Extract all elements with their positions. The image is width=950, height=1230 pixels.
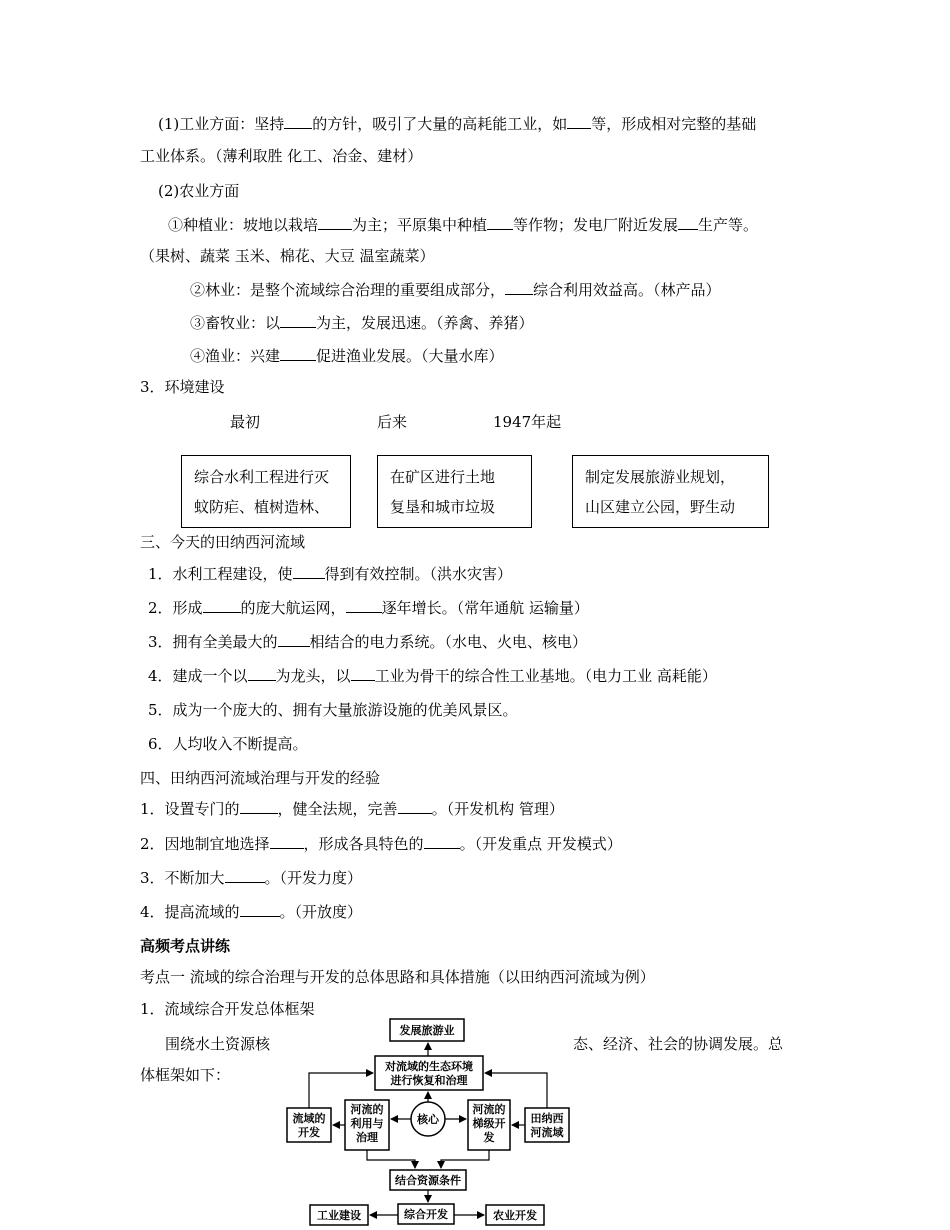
text: 促进渔业发展。（大量水库） — [316, 347, 504, 365]
stage-label-1947: 1947年起 — [493, 413, 562, 431]
framework-paragraph-start: 围绕水土资源核 — [165, 1035, 271, 1053]
text: 4．提高流域的 — [140, 903, 240, 921]
text: ④渔业：兴建 — [190, 347, 281, 365]
label-river-use-3: 治理 — [356, 1131, 378, 1144]
text: 1．设置专门的 — [140, 800, 240, 818]
label-cascade-3: 发 — [483, 1131, 495, 1144]
text: ，健全法规，完善 — [277, 800, 398, 818]
text: ②林业：是整个流域综合治理的重要组成部分， — [190, 281, 506, 299]
environment-heading: 3．环境建设 — [140, 378, 225, 396]
text: 的庞大航运网， — [240, 599, 346, 617]
text: 逐年增长。（常年通航 运输量） — [381, 599, 589, 617]
box-text: 山区建立公园，野生动 — [585, 498, 736, 516]
text: 相结合的电力系统。（水电、火电、核电） — [309, 633, 588, 651]
label-eco-2: 进行恢复和治理 — [390, 1074, 468, 1087]
text: (1)工业方面：坚持 — [158, 115, 285, 133]
experience-heading: 四、田纳西河流域治理与开发的经验 — [140, 769, 381, 787]
text: 2．因地制宜地选择 — [140, 835, 270, 853]
text: 4．建成一个以 — [148, 667, 248, 685]
text: ③畜牧业：以 — [190, 314, 281, 332]
text: 综合利用效益高。（林产品） — [533, 281, 721, 299]
label-tva-2: 河流域 — [530, 1126, 564, 1139]
label-cascade-2: 梯级开 — [472, 1117, 506, 1130]
box-text: 综合水利工程进行灭 — [194, 468, 330, 486]
agriculture-heading: (2)农业方面 — [158, 182, 240, 200]
label-integrated: 综合开发 — [404, 1208, 448, 1221]
label-basin-dev-2: 开发 — [298, 1126, 320, 1139]
label-cascade-1: 河流的 — [472, 1103, 506, 1116]
stage-label-later: 后来 — [377, 413, 408, 431]
label-river-use-1: 河流的 — [350, 1103, 384, 1116]
text: 等作物；发电厂附近发展 — [513, 216, 679, 234]
framework-paragraph-end: 态、经济、社会的协调发展。总 — [573, 1035, 784, 1053]
text: ①种植业：坡地以栽培 — [168, 216, 319, 234]
box-text: 复垦和城市垃圾 — [390, 498, 496, 516]
box-text: 制定发展旅游业规划， — [585, 468, 736, 486]
industry-line-2: 工业体系。（薄利取胜 化工、冶金、建材） — [140, 147, 423, 165]
label-core: 核心 — [417, 1113, 439, 1126]
planting-answer: （果树、蔬菜 玉米、棉花、大豆 温室蔬菜） — [140, 247, 435, 265]
arrow-cascade-to-resources — [441, 1150, 489, 1168]
text: 2．形成 — [148, 599, 203, 617]
text: 3．不断加大 — [140, 869, 225, 887]
label-industry: 工业建设 — [317, 1209, 361, 1222]
text: ，形成各具特色的 — [303, 835, 424, 853]
label-tva-1: 田纳西 — [530, 1112, 564, 1125]
text: 为主，发展迅速。（养禽、养猪） — [316, 314, 534, 332]
today-item-5: 5．成为一个庞大的、拥有大量旅游设施的优美风景区。 — [148, 701, 518, 719]
today-item-6: 6．人均收入不断提高。 — [148, 735, 308, 753]
text: 。（开放度） — [279, 903, 363, 921]
label-agri: 农业开发 — [493, 1209, 537, 1222]
text: 为龙头，以 — [275, 667, 351, 685]
text: 。（开发力度） — [264, 869, 363, 887]
exam-point-1: 考点一 流域的综合治理与开发的总体思路和具体措施（以田纳西河流域为例） — [140, 968, 655, 986]
text: 3．拥有全美最大的 — [148, 633, 278, 651]
text: 为主；平原集中种植 — [352, 216, 488, 234]
today-heading: 三、今天的田纳西河流域 — [140, 533, 306, 551]
label-tourism: 发展旅游业 — [399, 1024, 455, 1037]
text: 的方针，吸引了大量的高耗能工业，如 — [312, 115, 568, 133]
text: 1．水利工程建设，使 — [148, 565, 293, 583]
label-resources: 结合资源条件 — [395, 1174, 461, 1187]
label-basin-dev-1: 流域的 — [292, 1112, 326, 1125]
box-text: 蚊防疟、植树造林、 — [194, 498, 330, 516]
exam-heading: 高频考点讲练 — [140, 937, 231, 955]
box-text: 在矿区进行土地 — [390, 468, 496, 486]
label-eco-1: 对流域的生态环境 — [385, 1060, 473, 1073]
arrow-river-to-resources — [367, 1150, 415, 1168]
text: 。（开发重点 开发模式） — [459, 835, 622, 853]
text: 得到有效控制。（洪水灾害） — [324, 565, 513, 583]
text: 等，形成相对完整的基础 — [591, 115, 757, 133]
label-river-use-2: 利用与 — [350, 1117, 384, 1130]
text: 工业为骨干的综合性工业基地。（电力工业 高耗能） — [374, 667, 717, 685]
text: 生产等。 — [698, 216, 759, 234]
stage-label-initial: 最初 — [230, 413, 261, 431]
framework-paragraph-line2: 体框架如下： — [140, 1066, 231, 1084]
text: 。（开发机构 管理） — [431, 800, 564, 818]
exam-sub-1: 1．流域综合开发总体框架 — [140, 1000, 315, 1018]
